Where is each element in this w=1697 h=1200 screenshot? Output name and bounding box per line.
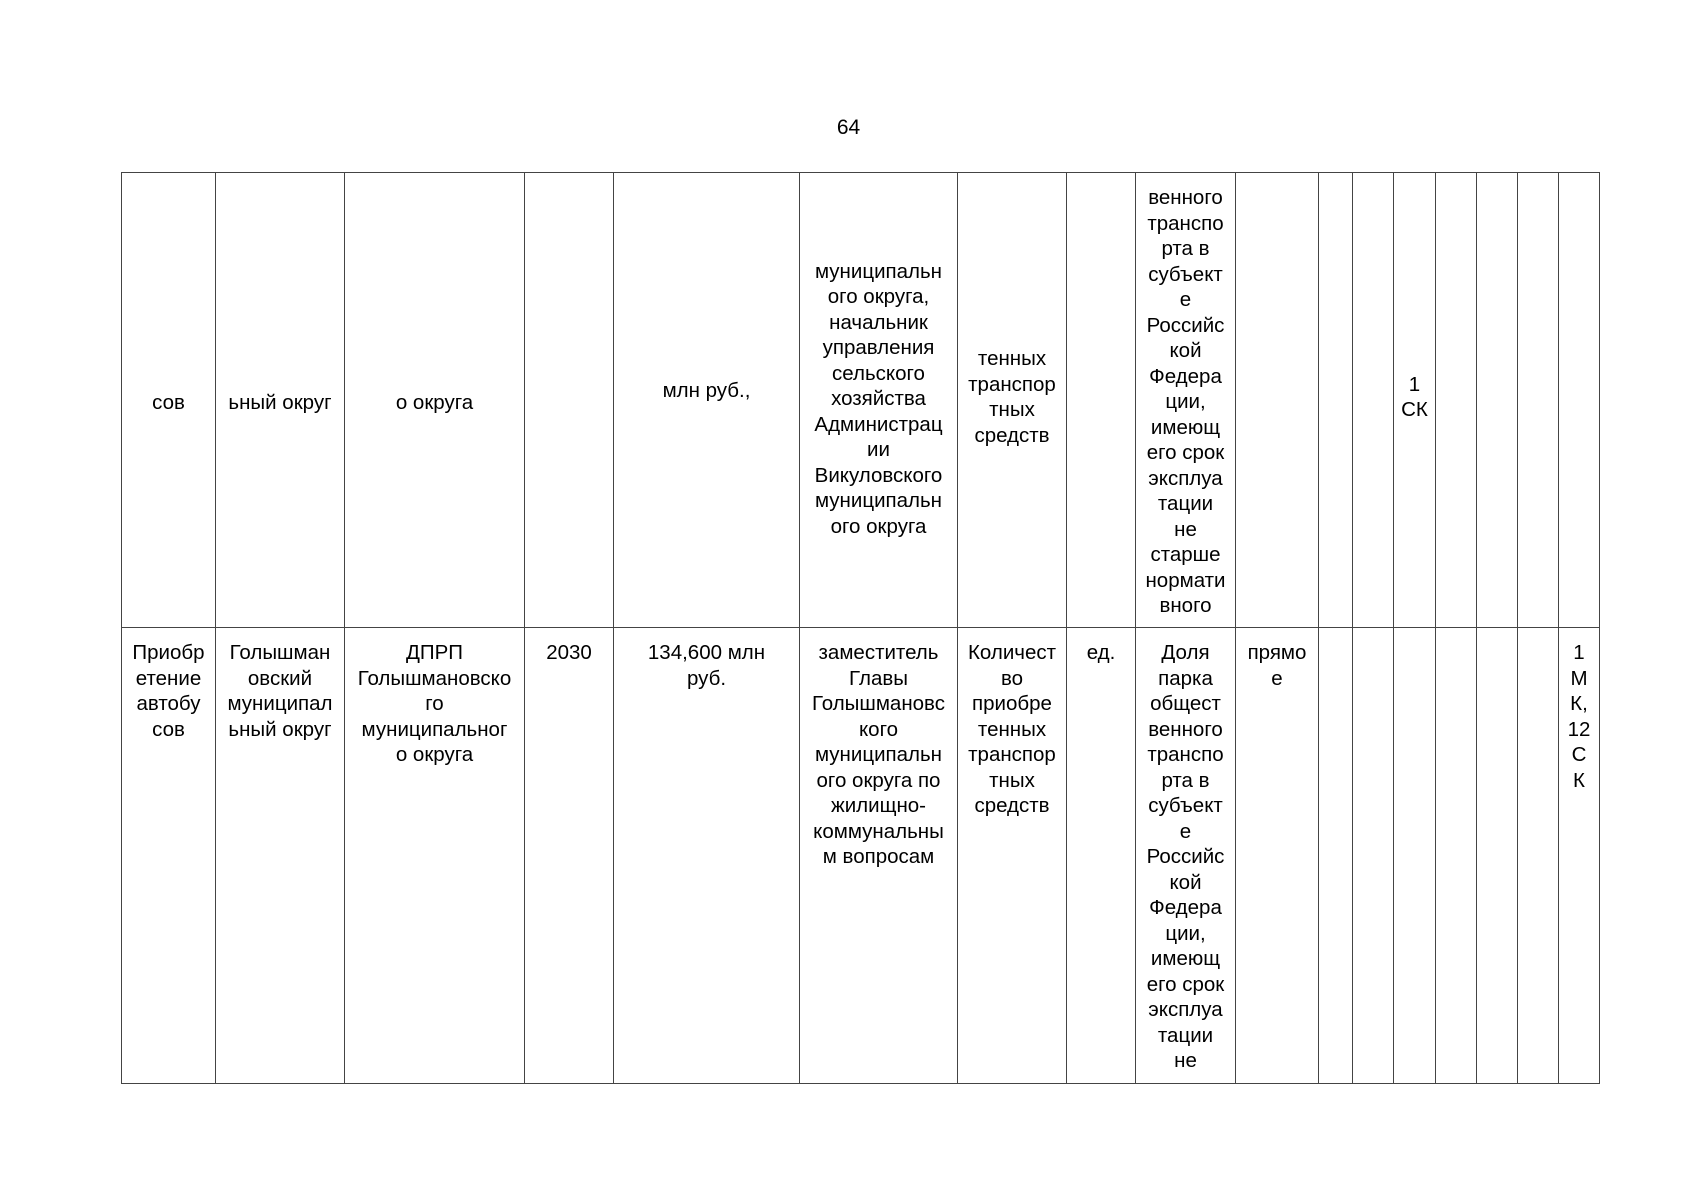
cell-text-line: ции, <box>1165 390 1206 413</box>
table-row <box>122 173 1600 628</box>
cell-text-line: ДПРП <box>405 641 464 664</box>
cell-text-line: руб. <box>686 666 727 690</box>
cell-text-line: Количест <box>967 641 1057 664</box>
cell-text-line: 12 <box>1567 717 1591 741</box>
cell-text-line: его срок <box>1146 972 1225 996</box>
cell-text-line: овский <box>247 666 313 690</box>
table-cell <box>1067 628 1136 1084</box>
table-row <box>122 628 1600 1084</box>
table-cell <box>614 173 800 628</box>
cell-text-line: СК <box>1401 398 1428 421</box>
page-number: 64 <box>836 116 861 139</box>
cell-text-line: ого округа по <box>816 768 941 792</box>
cell-text-line: ьный округ <box>228 717 332 741</box>
cell-text-line: жилищно- <box>831 794 926 817</box>
cell-text-line: приобре <box>972 692 1052 715</box>
table-cell <box>122 173 216 628</box>
cell-text-line: не <box>1174 517 1197 541</box>
cell-text-line: Главы <box>849 666 908 690</box>
cell-text-line: его срок <box>1146 441 1225 464</box>
cell-text-line: Голышмановско <box>357 666 512 690</box>
cell-text-line: сельского <box>832 361 925 385</box>
cell-text-line: субъект <box>1148 794 1223 817</box>
cell-text-line: тенных <box>977 717 1047 741</box>
cell-text-line: ции, <box>1165 921 1206 945</box>
cell-text-line: млн руб., <box>662 379 751 403</box>
table-cell <box>1394 173 1436 628</box>
cell-text-line: муниципал <box>227 692 333 715</box>
table-cell <box>1436 173 1477 628</box>
cell-text-line: 134,600 млн <box>647 641 766 664</box>
cell-text-line: С <box>1571 743 1587 766</box>
cell-text-line: рта в <box>1161 237 1210 260</box>
table-cell <box>1067 173 1136 628</box>
table-cell <box>1136 173 1236 628</box>
cell-text-line: хозяйства <box>831 387 926 411</box>
table-cell <box>1353 628 1394 1084</box>
cell-text-line: сов <box>152 391 185 415</box>
cell-text-line: заместитель <box>818 641 939 664</box>
cell-text-line: М <box>1570 666 1588 690</box>
cell-text-line: эксплуа <box>1148 466 1223 490</box>
table-cell <box>1436 628 1477 1084</box>
cell-text-line: кой <box>1169 339 1202 362</box>
cell-text-line: прямо <box>1247 641 1307 664</box>
cell-text-line: тации <box>1157 1023 1214 1047</box>
table-cell <box>1394 628 1436 1084</box>
cell-text-line: сов <box>152 717 185 741</box>
cell-text-line: ии <box>867 438 890 462</box>
cell-text-line: тации <box>1157 492 1214 515</box>
cell-text-line: венного <box>1148 717 1223 741</box>
cell-text-line: нормати <box>1145 568 1226 592</box>
cell-text-line: ого округа <box>830 514 927 538</box>
cell-text-line: кой <box>1169 870 1202 894</box>
table-cell <box>800 173 958 628</box>
table-cell <box>345 628 525 1084</box>
cell-text-line: Доля <box>1161 641 1210 664</box>
cell-text-line: вного <box>1159 594 1212 617</box>
cell-text-line: Голышмановс <box>812 692 945 715</box>
cell-text-line: транспор <box>968 743 1056 766</box>
cell-text-line: 1 <box>1573 641 1585 664</box>
cell-text-line: етение <box>135 666 202 690</box>
cell-text-line: муниципальног <box>361 717 508 741</box>
cell-text-line: е <box>1179 288 1192 311</box>
cell-text-line: Голышман <box>229 641 331 664</box>
table-cell <box>1477 628 1518 1084</box>
cell-text-line: ьный округ <box>228 391 332 415</box>
cell-text-line: Российс <box>1146 313 1225 337</box>
cell-text-line: го <box>425 692 444 715</box>
cell-text-line: Администрац <box>814 412 943 436</box>
table-cell <box>958 628 1067 1084</box>
table-cell <box>1236 628 1319 1084</box>
cell-text-line: транспо <box>1147 211 1224 235</box>
table-cell <box>525 173 614 628</box>
cell-text-line: кого <box>858 717 899 741</box>
table-cell <box>1136 628 1236 1084</box>
table-cell <box>216 173 345 628</box>
cell-text-line: управления <box>822 336 935 360</box>
cell-text-line: имеющ <box>1150 415 1221 439</box>
cell-text-line: м вопросам <box>822 845 935 868</box>
cell-text-line: К <box>1573 768 1585 792</box>
table-cell <box>1319 173 1353 628</box>
cell-text-line: не <box>1174 1049 1197 1072</box>
cell-text-line: ед. <box>1086 641 1116 664</box>
cell-text-line: К, <box>1570 692 1588 715</box>
table-cell <box>216 628 345 1084</box>
table-cell <box>1518 173 1559 628</box>
program-table <box>121 172 1600 1084</box>
cell-text-line: о округа <box>395 743 474 766</box>
table-cell <box>345 173 525 628</box>
cell-text-line: 2030 <box>546 641 592 664</box>
table-cell <box>1319 628 1353 1084</box>
cell-text-line: муниципальн <box>814 489 942 513</box>
table-cell <box>1559 173 1600 628</box>
cell-text-line: муниципальн <box>814 259 942 283</box>
table-cell <box>1518 628 1559 1084</box>
table-cell <box>1477 173 1518 628</box>
table-cell <box>1559 628 1600 1084</box>
cell-text-line: общест <box>1150 692 1221 715</box>
cell-text-line: транспо <box>1147 743 1224 766</box>
cell-text-line: венного <box>1148 186 1223 209</box>
cell-text-line: 1 <box>1408 372 1421 396</box>
cell-text-line: транспор <box>968 372 1056 396</box>
cell-text-line: ого округа, <box>827 285 930 309</box>
cell-text-line: муниципальн <box>814 743 942 766</box>
table-cell <box>614 628 800 1084</box>
cell-text-line: Приобр <box>132 641 205 664</box>
cell-text-line: средств <box>974 423 1050 447</box>
cell-text-line: во <box>1000 666 1024 690</box>
table-cell <box>958 173 1067 628</box>
table-cell <box>1353 173 1394 628</box>
cell-text-line: Викуловского <box>814 463 943 487</box>
table-cell <box>525 628 614 1084</box>
cell-text-line: старше <box>1150 543 1221 566</box>
table-cell <box>122 628 216 1084</box>
table-cell <box>1236 173 1319 628</box>
cell-text-line: эксплуа <box>1148 998 1223 1021</box>
cell-text-line: начальник <box>829 310 928 334</box>
cell-text-line: Федера <box>1149 364 1222 388</box>
cell-text-line: тенных <box>977 347 1047 370</box>
cell-text-line: субъект <box>1148 262 1223 286</box>
cell-text-line: автобу <box>136 692 201 715</box>
cell-text-line: е <box>1179 819 1192 843</box>
cell-text-line: коммунальны <box>813 819 944 843</box>
cell-text-line: средств <box>974 794 1050 817</box>
cell-text-line: парка <box>1158 666 1213 690</box>
cell-text-line: рта в <box>1161 768 1210 792</box>
cell-text-line: тных <box>989 398 1035 421</box>
cell-text-line: тных <box>989 768 1035 792</box>
table-cell <box>800 628 958 1084</box>
cell-text-line: имеющ <box>1150 947 1221 970</box>
cell-text-line: о округа <box>395 391 474 415</box>
cell-text-line: Российс <box>1146 845 1225 868</box>
cell-text-line: е <box>1271 666 1283 690</box>
cell-text-line: Федера <box>1149 896 1222 919</box>
